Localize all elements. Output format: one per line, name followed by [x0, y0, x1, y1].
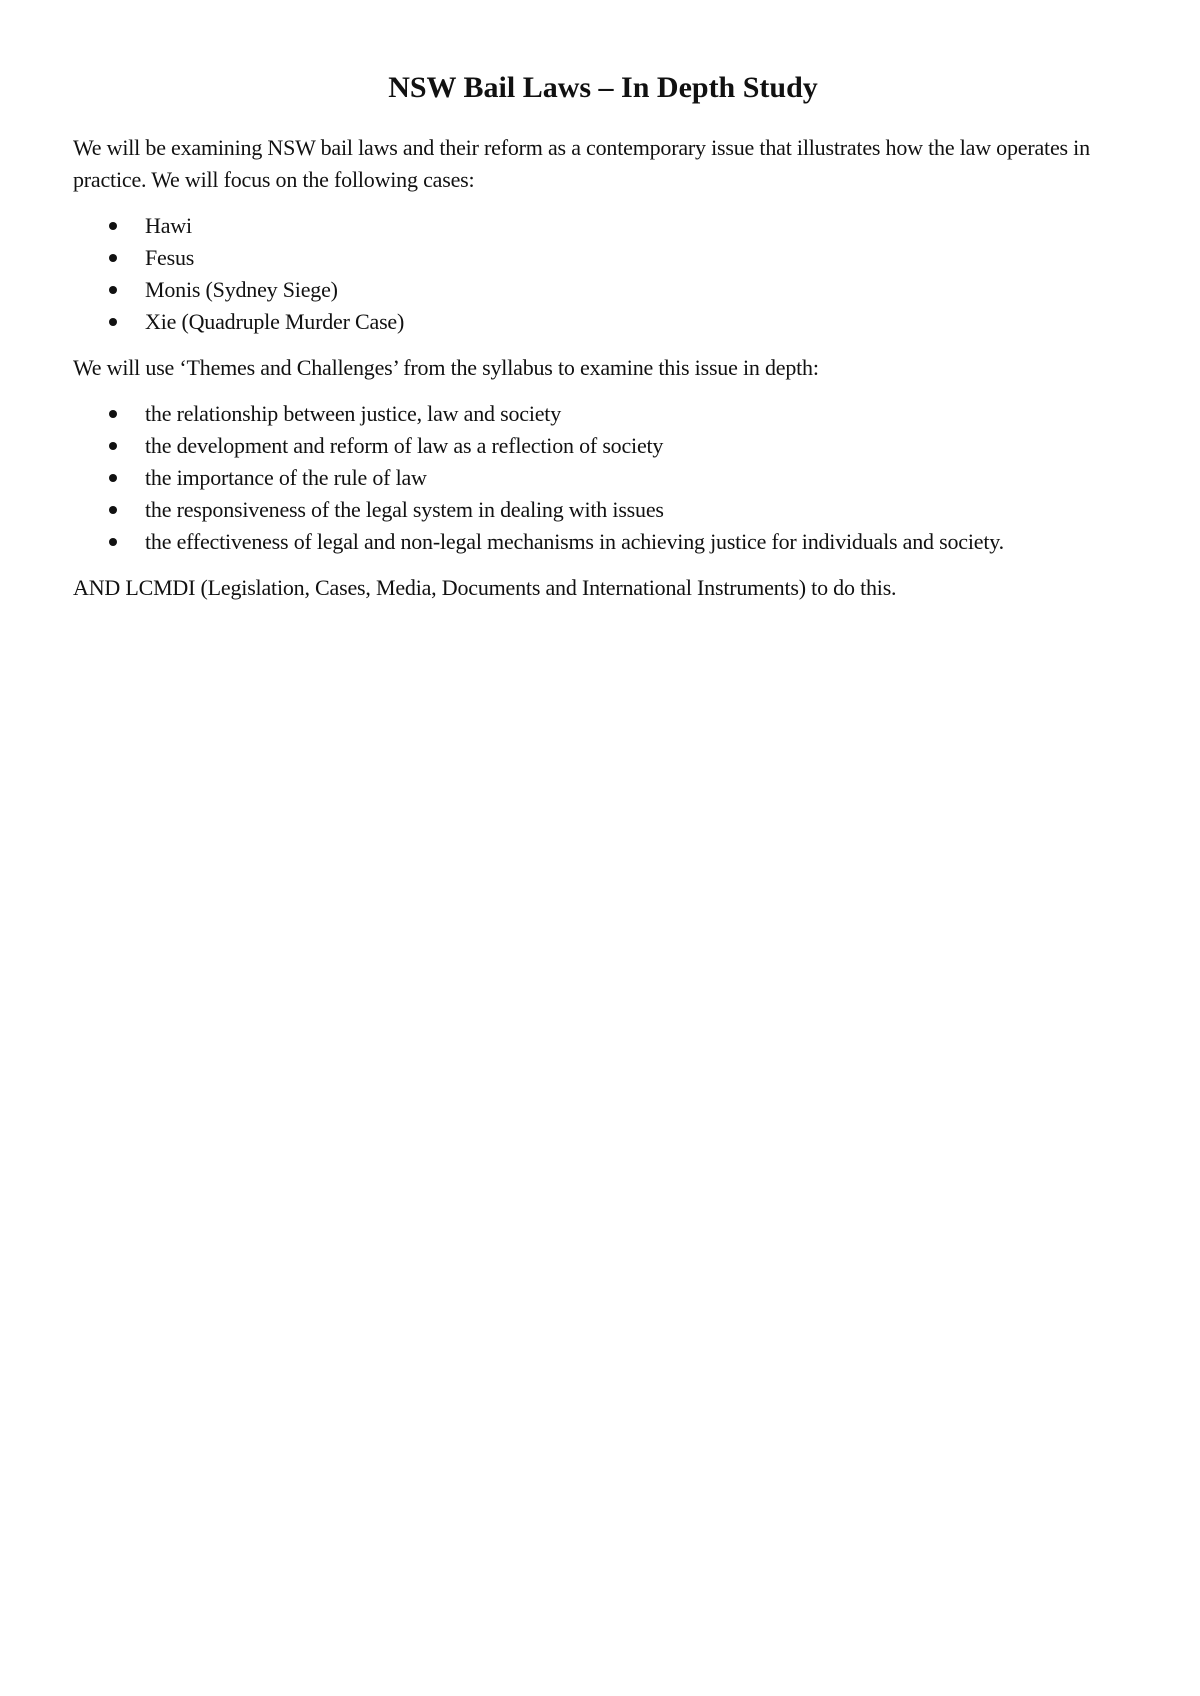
document-title: NSW Bail Laws – In Depth Study: [388, 71, 818, 104]
list-item: [73, 494, 1133, 526]
theme-item-label: the relationship between justice, law and society: [145, 401, 562, 426]
document-page: [73, 70, 1133, 618]
case-item-label: Hawi: [145, 213, 192, 238]
intro-paragraph: We will be examining NSW bail laws and their reform as a contemporary issue that illustrates how the law operates in practice. We will focus on the following cases:: [73, 135, 1090, 192]
list-item: [73, 306, 1133, 338]
list-item: [73, 526, 1133, 558]
case-item-label: Fesus: [145, 245, 195, 270]
themes-list: [73, 398, 1133, 558]
list-item: [73, 242, 1133, 274]
theme-item-label: the responsiveness of the legal system in dealing with issues: [145, 497, 664, 522]
themes-intro-paragraph: We will use ‘Themes and Challenges’ from the syllabus to examine this issue in depth:: [73, 355, 819, 380]
list-item: [73, 430, 1133, 462]
list-item: [73, 398, 1133, 430]
cases-list: [73, 210, 1133, 338]
theme-item-label: the effectiveness of legal and non-legal mechanisms in achieving justice for individuals and society.: [145, 529, 1004, 554]
list-item: [73, 462, 1133, 494]
bullet-icon: [109, 318, 117, 326]
bullet-icon: [109, 254, 117, 262]
bullet-icon: [109, 286, 117, 294]
bullet-icon: [109, 474, 117, 482]
case-item-label: Monis (Sydney Siege): [145, 277, 338, 302]
bullet-icon: [109, 222, 117, 230]
bullet-icon: [109, 538, 117, 546]
bullet-icon: [109, 506, 117, 514]
theme-item-label: the development and reform of law as a reflection of society: [145, 433, 664, 458]
list-item: [73, 210, 1133, 242]
bullet-icon: [109, 410, 117, 418]
closing-paragraph: AND LCMDI (Legislation, Cases, Media, Documents and International Instruments) to do this.: [73, 575, 897, 600]
theme-item-label: the importance of the rule of law: [145, 465, 427, 490]
list-item: [73, 274, 1133, 306]
bullet-icon: [109, 442, 117, 450]
case-item-label: Xie (Quadruple Murder Case): [145, 309, 405, 334]
